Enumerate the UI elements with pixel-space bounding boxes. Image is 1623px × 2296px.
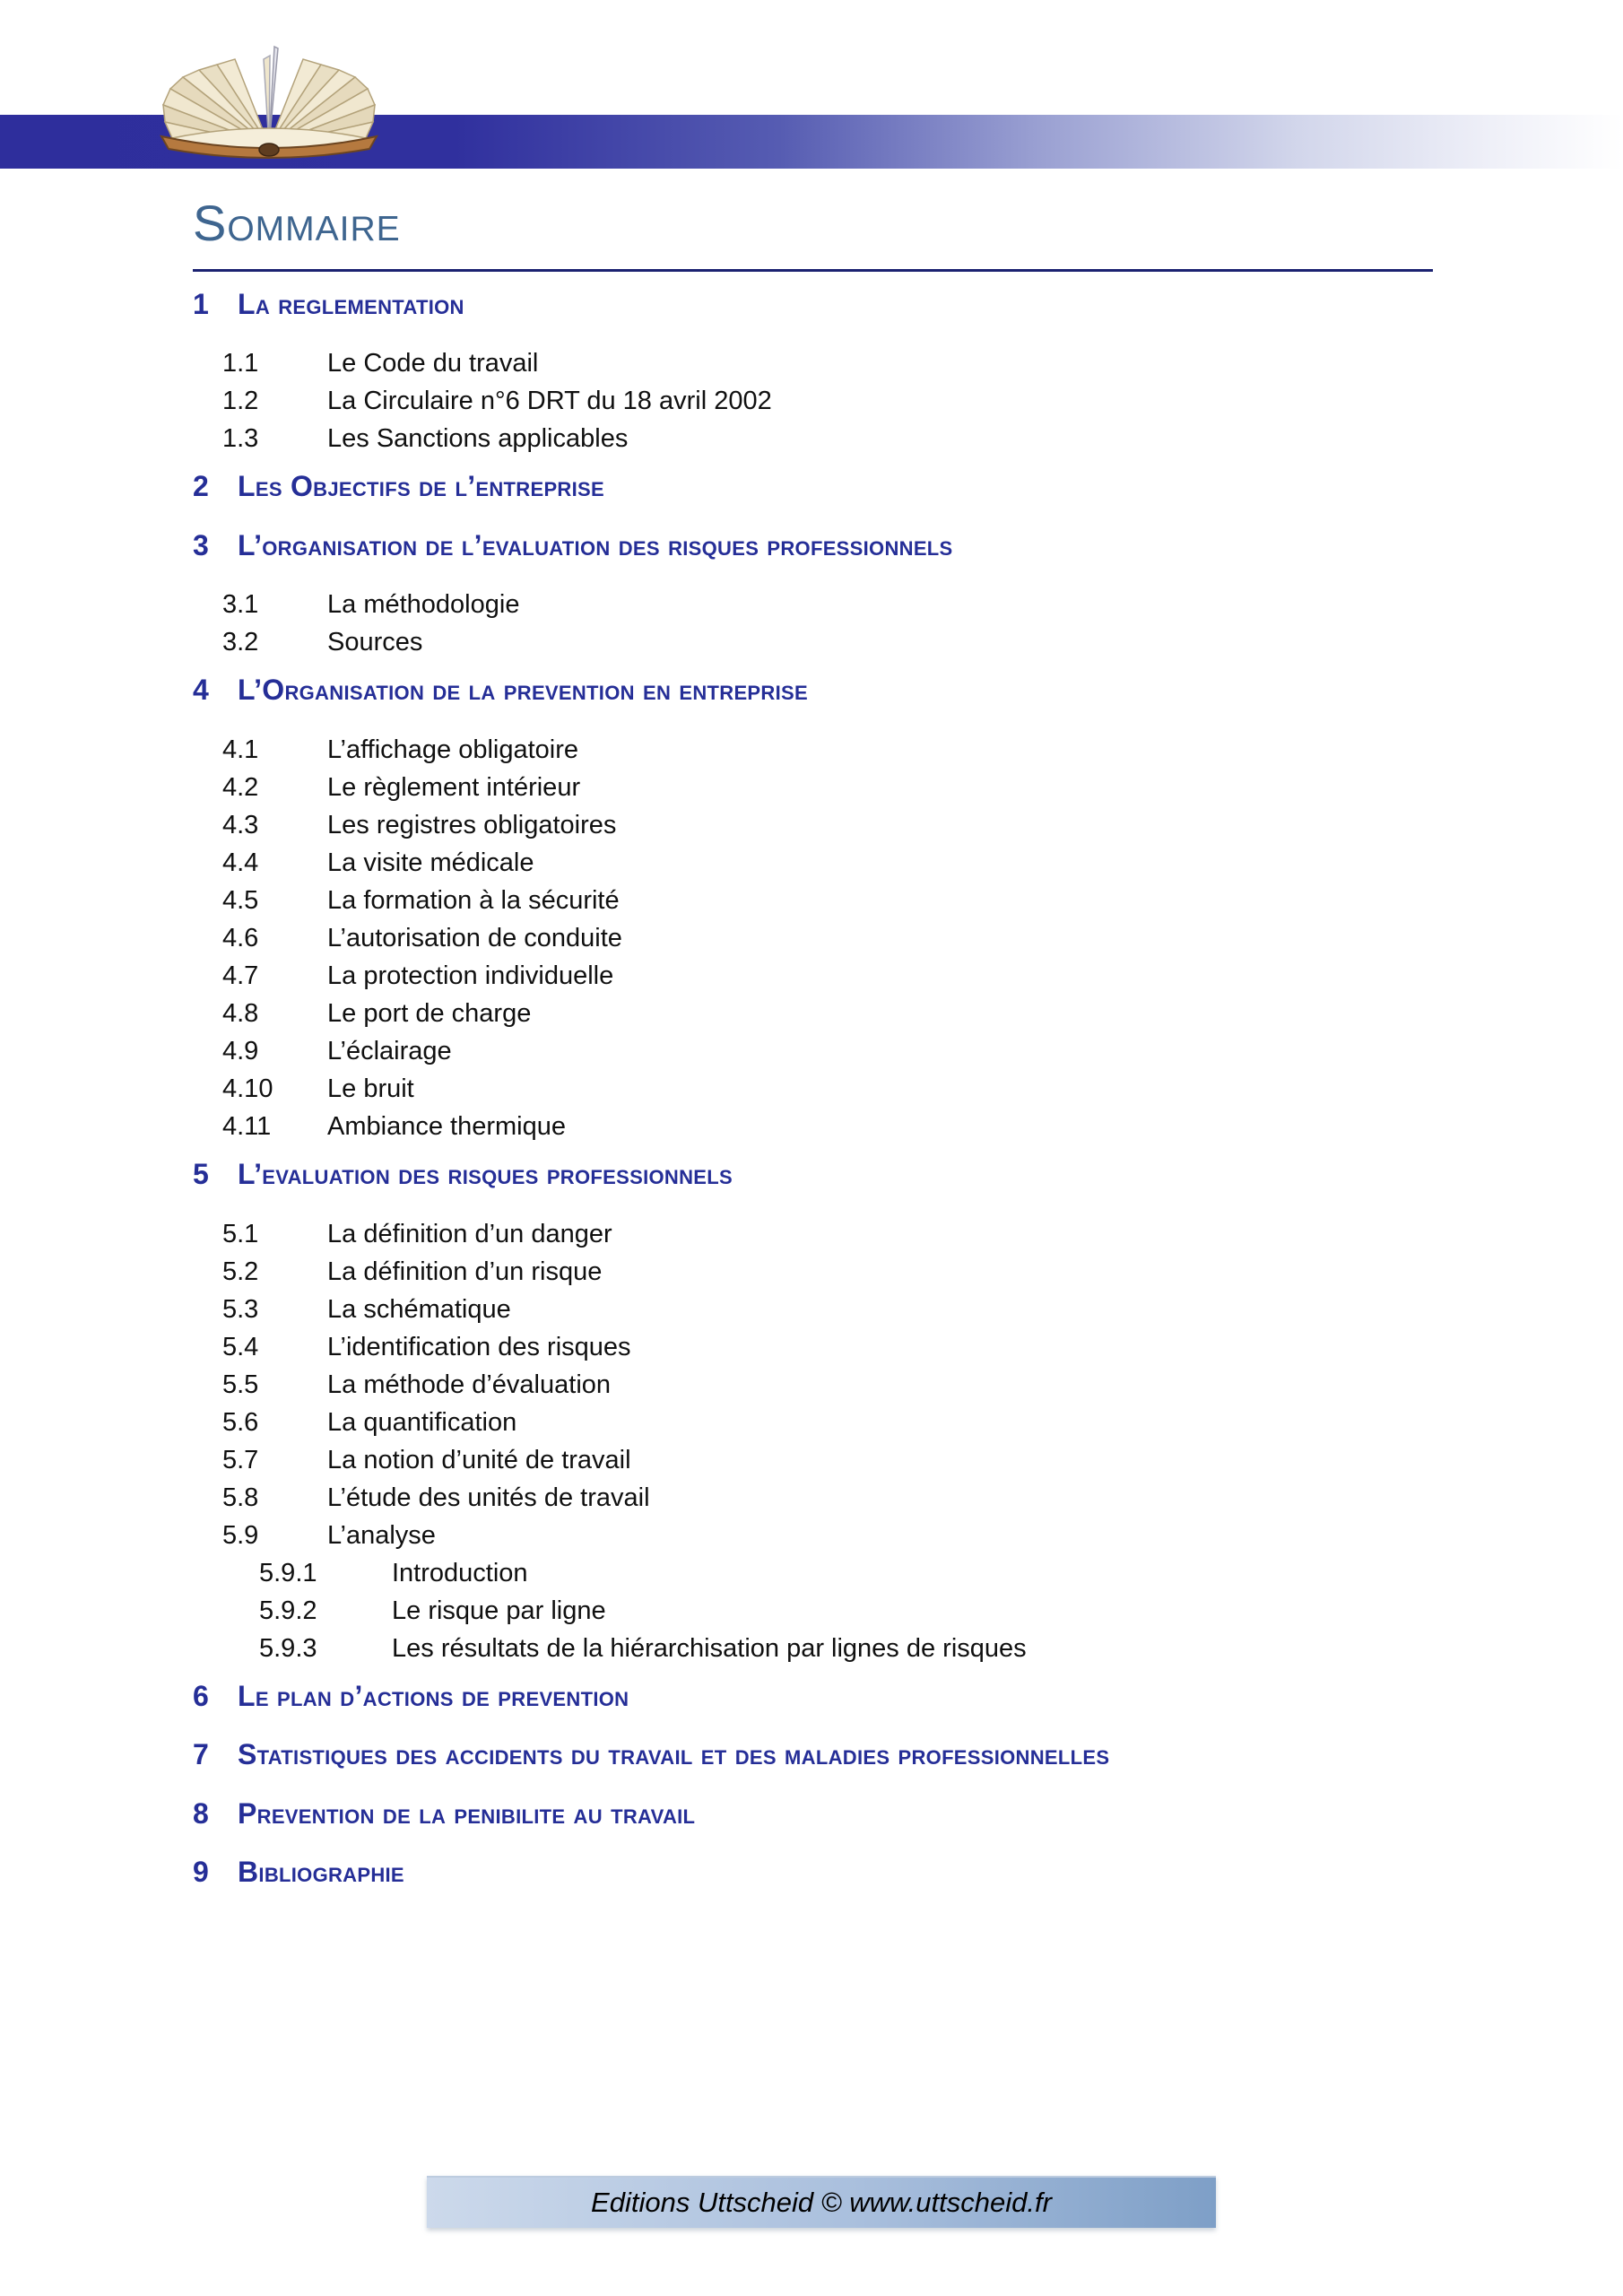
toc-item-number: 4 xyxy=(193,674,210,707)
toc-item-number: 1 xyxy=(193,287,210,320)
toc-item-label: Les résultats de la hiérarchisation par lignes de risques xyxy=(392,1633,1027,1663)
toc-item-label: Statistiques des accidents du travail et des maladies professionnelles xyxy=(238,1738,1110,1771)
toc-item-label: La reglementation xyxy=(238,287,464,320)
toc-item xyxy=(193,1328,1493,1366)
toc-item-number: 3.1 xyxy=(222,590,259,620)
toc-item-label: Le risque par ligne xyxy=(392,1596,606,1625)
page-title: Sommaire xyxy=(193,195,401,251)
toc-item xyxy=(193,1108,1493,1145)
toc-item-label: La notion d’unité de travail xyxy=(327,1445,631,1474)
toc-heading xyxy=(193,1156,1493,1194)
toc-item-label: L’identification des risques xyxy=(327,1332,631,1361)
toc-heading xyxy=(193,527,1493,565)
toc-item-number: 4.2 xyxy=(222,772,259,802)
footer-text: Editions Uttscheid © www.uttscheid.fr xyxy=(591,2187,1052,2218)
toc-item xyxy=(193,1441,1493,1479)
toc-item-number: 5.1 xyxy=(222,1219,259,1248)
toc-heading xyxy=(193,468,1493,506)
toc-item-label: La définition d’un risque xyxy=(327,1257,603,1286)
toc-item-number: 6 xyxy=(193,1679,210,1712)
toc-item xyxy=(193,806,1493,844)
toc-item xyxy=(193,1479,1493,1517)
page-body xyxy=(193,0,1493,1913)
toc-item xyxy=(193,420,1493,457)
toc-item xyxy=(193,623,1493,661)
toc-item-label: Le bruit xyxy=(327,1074,414,1103)
toc-item-label: La quantification xyxy=(327,1407,517,1437)
toc-item-number: 4.6 xyxy=(222,923,259,952)
toc-item-number: 4.8 xyxy=(222,998,259,1028)
toc-item-label: Bibliographie xyxy=(238,1856,404,1889)
toc-item-number: 1.1 xyxy=(222,349,259,378)
toc-item-label: Prevention de la penibilite au travail xyxy=(238,1796,696,1830)
toc-item-number: 4.1 xyxy=(222,735,259,764)
toc-item-number: 4.4 xyxy=(222,848,259,877)
toc-item xyxy=(193,919,1493,957)
toc-heading xyxy=(193,1736,1493,1774)
toc-item xyxy=(193,1630,1493,1667)
toc-item-label: Le règlement intérieur xyxy=(327,772,581,802)
toc-item-label: La formation à la sécurité xyxy=(327,885,620,915)
toc-item-number: 5.9.1 xyxy=(259,1558,317,1587)
toc-item-number: 5.8 xyxy=(222,1483,259,1512)
toc-item-number: 5.9.2 xyxy=(259,1596,317,1625)
toc-item xyxy=(193,1032,1493,1070)
toc-heading xyxy=(193,1678,1493,1716)
toc-item-number: 5.6 xyxy=(222,1407,259,1437)
toc-item-number: 1.3 xyxy=(222,424,259,454)
toc-item-label: L’analyse xyxy=(327,1520,436,1550)
toc xyxy=(193,286,1493,1892)
toc-item xyxy=(193,844,1493,882)
toc-item-number: 5.7 xyxy=(222,1445,259,1474)
toc-item-label: La méthode d’évaluation xyxy=(327,1370,612,1399)
toc-item-label: Les Sanctions applicables xyxy=(327,424,629,454)
toc-item-label: L’éclairage xyxy=(327,1036,452,1065)
title-rule xyxy=(193,269,1433,272)
toc-item xyxy=(193,1554,1493,1592)
toc-heading xyxy=(193,672,1493,709)
toc-item-label: L’Organisation de la prevention en entreprise xyxy=(238,674,808,707)
toc-item-number: 4.5 xyxy=(222,885,259,915)
toc-item-number: 3.2 xyxy=(222,628,259,657)
toc-item-number: 4.9 xyxy=(222,1036,259,1065)
toc-heading xyxy=(193,1796,1493,1833)
toc-item-label: Introduction xyxy=(392,1558,528,1587)
toc-item xyxy=(193,382,1493,420)
toc-item xyxy=(193,995,1493,1032)
toc-item-number: 2 xyxy=(193,470,210,503)
toc-item xyxy=(193,882,1493,919)
toc-item-number: 5.2 xyxy=(222,1257,259,1286)
toc-item-number: 8 xyxy=(193,1796,210,1830)
toc-item xyxy=(193,1592,1493,1630)
toc-item-label: L’autorisation de conduite xyxy=(327,923,622,952)
toc-item-number: 4.7 xyxy=(222,961,259,990)
toc-item-label: Sources xyxy=(327,628,423,657)
toc-item-number: 7 xyxy=(193,1738,210,1771)
toc-item-label: La Circulaire n°6 DRT du 18 avril 2002 xyxy=(327,387,772,416)
toc-item-number: 5.4 xyxy=(222,1332,259,1361)
toc-item-number: 3 xyxy=(193,528,210,561)
toc-item xyxy=(193,1291,1493,1328)
toc-item-number: 5 xyxy=(193,1157,210,1190)
toc-item-label: Les Objectifs de l’entreprise xyxy=(238,470,604,503)
toc-item-label: Le Code du travail xyxy=(327,349,539,378)
toc-item-label: L’étude des unités de travail xyxy=(327,1483,650,1512)
toc-item-label: La définition d’un danger xyxy=(327,1219,612,1248)
toc-item-label: La schématique xyxy=(327,1294,511,1324)
toc-item-label: Ambiance thermique xyxy=(327,1111,566,1141)
toc-item xyxy=(193,1070,1493,1108)
toc-item-label: La méthodologie xyxy=(327,590,520,620)
toc-item-label: L’evaluation des risques professionnels xyxy=(238,1157,733,1190)
toc-item-number: 4.3 xyxy=(222,810,259,839)
toc-item-number: 5.5 xyxy=(222,1370,259,1399)
toc-item xyxy=(193,769,1493,806)
toc-item-number: 4.10 xyxy=(222,1074,273,1103)
toc-item-number: 1.2 xyxy=(222,387,259,416)
toc-item xyxy=(193,344,1493,382)
toc-item xyxy=(193,731,1493,769)
toc-item-number: 9 xyxy=(193,1856,210,1889)
toc-item xyxy=(193,957,1493,995)
toc-item-number: 5.3 xyxy=(222,1294,259,1324)
toc-item-number: 5.9 xyxy=(222,1520,259,1550)
toc-item-label: Le plan d’actions de prevention xyxy=(238,1679,629,1712)
toc-item-label: L’affichage obligatoire xyxy=(327,735,579,764)
toc-item-number: 5.9.3 xyxy=(259,1633,317,1663)
toc-item xyxy=(193,1253,1493,1291)
toc-item-label: La visite médicale xyxy=(327,848,534,877)
toc-item xyxy=(193,1366,1493,1404)
toc-item-label: Le port de charge xyxy=(327,998,532,1028)
toc-item xyxy=(193,1215,1493,1253)
toc-item-label: La protection individuelle xyxy=(327,961,614,990)
toc-item xyxy=(193,1404,1493,1441)
toc-item xyxy=(193,1517,1493,1554)
toc-heading xyxy=(193,286,1493,324)
toc-item-number: 4.11 xyxy=(222,1111,272,1141)
toc-item xyxy=(193,586,1493,623)
footer-band xyxy=(427,2176,1216,2228)
toc-item-label: L’organisation de l’evaluation des risques professionnels xyxy=(238,528,953,561)
toc-item-label: Les registres obligatoires xyxy=(327,810,617,839)
toc-heading xyxy=(193,1854,1493,1892)
